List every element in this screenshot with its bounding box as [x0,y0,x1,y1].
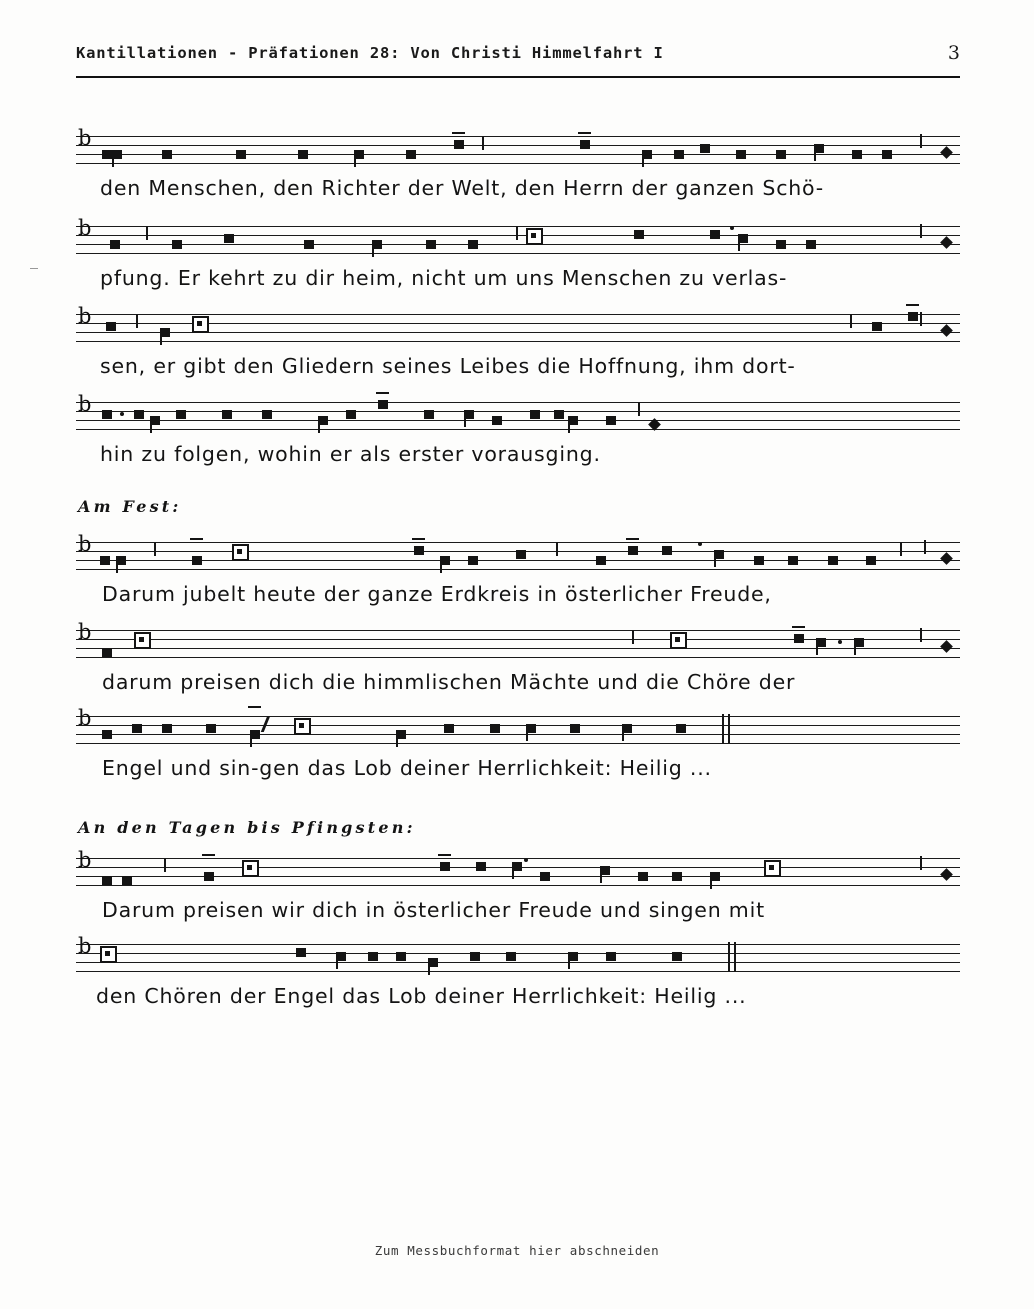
barline [632,630,634,644]
page-header [76,44,960,82]
margin-tick [30,268,38,269]
staff-4 [76,392,960,438]
barline-double [728,714,730,744]
chant-system-3 [76,304,960,378]
neume-note [714,550,724,559]
accidental-marker [100,946,117,963]
neume-note [908,312,918,321]
barline [850,314,852,328]
staff-line [76,944,960,945]
custos [940,146,953,159]
neume-note [102,150,112,159]
accidental-marker [670,632,687,649]
neume-note [116,556,126,565]
barline [164,858,166,872]
episema [202,854,215,856]
neume-note [814,144,824,153]
staff-line [76,411,960,412]
clef-flat-icon: b [78,216,92,240]
neume-note [794,634,804,643]
neume-note [132,724,142,733]
accidental-marker [192,316,209,333]
neume-note [872,322,882,331]
neume-note [424,410,434,419]
accidental-marker [526,228,543,245]
clef-flat-icon: b [78,848,92,872]
staff-line [76,542,960,543]
neume-note [806,240,816,249]
staff-line [76,743,960,744]
neume-note [172,240,182,249]
neume-note [378,400,388,409]
staff-line [76,244,960,245]
neume-note [580,140,590,149]
chant-system-2 [76,216,960,290]
neume-note [710,872,720,881]
staff-line [76,734,960,735]
staff-line [76,253,960,254]
neume-note [112,150,122,159]
barline [146,226,148,240]
neume-note [490,724,500,733]
neume-note [396,730,406,739]
staff-line [76,420,960,421]
neume-note [440,556,450,565]
neume-note [150,416,160,425]
neume-note [336,952,346,961]
lyric-line-3: sen, er gibt den Gliedern seines Leibes die Hoffnung, ihm dort- [100,354,796,378]
neume-note [710,230,720,239]
staff-line [76,648,960,649]
neume-note [568,952,578,961]
staff-line [76,341,960,342]
barline-double [734,942,736,972]
episema [190,538,203,540]
neume-note [606,416,616,425]
custos [940,868,953,881]
neume-note [738,234,748,243]
episema [906,304,919,306]
staff-1 [76,126,960,172]
clef-flat-icon: b [78,392,92,416]
staff-line [76,402,960,403]
neume-note [134,410,144,419]
neume-note [470,952,480,961]
barline [920,224,922,238]
chant-system-8 [76,848,960,922]
neume-note [554,410,564,419]
episema [248,706,261,708]
staff-line [76,885,960,886]
neume-note [672,872,682,881]
lyric-line-4: hin zu folgen, wohin er als erster vorausging. [100,442,601,466]
clef-flat-icon: b [78,532,92,556]
neume-note [854,638,864,647]
accidental-marker [134,632,151,649]
episema [412,538,425,540]
staff-5 [76,532,960,578]
punctum-dot [524,858,528,862]
neume-note [346,410,356,419]
neume-note [236,150,246,159]
neume-note [606,952,616,961]
neume-note [506,952,516,961]
neume-note [426,240,436,249]
neume-note [468,556,478,565]
staff-line [76,145,960,146]
barline [516,226,518,240]
barline [482,136,484,150]
neume-note [222,410,232,419]
barline [556,542,558,556]
barline [638,402,640,416]
lyric-line-2: pfung. Er kehrt zu dir heim, nicht um uns Menschen zu verlas- [100,266,788,290]
staff-8 [76,848,960,894]
neume-note [204,872,214,881]
staff-line [76,569,960,570]
neume-note [318,416,328,425]
neume-note [372,240,382,249]
neume-note [102,876,112,885]
chant-system-4 [76,392,960,466]
chant-system-5 [76,532,960,606]
neume-note [468,240,478,249]
neume-note [788,556,798,565]
neume-note [570,724,580,733]
clef-flat-icon: b [78,934,92,958]
neume-note [176,410,186,419]
header-divider [76,76,960,78]
neume-note [102,410,112,419]
barline [920,628,922,642]
neume-note [224,234,234,243]
episema [578,132,591,134]
neume-note [700,144,710,153]
chant-system-6 [76,620,960,694]
neume-note [160,328,170,337]
episema [376,392,389,394]
lyric-line-7: Engel und sin-gen das Lob deiner Herrlichkeit: Heilig ... [102,756,712,780]
punctum-dot [838,640,842,644]
neume-note [674,150,684,159]
neume-note [600,866,610,875]
barline [920,312,922,326]
accidental-marker [294,718,311,735]
clef-flat-icon: b [78,126,92,150]
staff-line [76,163,960,164]
neume-note [110,240,120,249]
neume-note [298,150,308,159]
staff-line [76,657,960,658]
neume-note [568,416,578,425]
accidental-marker [764,860,781,877]
barline [920,134,922,148]
staff-line [76,858,960,859]
quilisma [261,716,270,732]
neume-note [492,416,502,425]
lyric-line-5: Darum jubelt heute der ganze Erdkreis in österlicher Freude, [102,582,772,606]
episema [792,626,805,628]
neume-note [516,550,526,559]
accidental-marker [242,860,259,877]
neume-note [428,958,438,967]
neume-note [882,150,892,159]
clef-flat-icon: b [78,706,92,730]
staff-2 [76,216,960,262]
lyric-line-8: Darum preisen wir dich in österlicher Freude und singen mit [102,898,765,922]
barline [924,540,926,554]
staff-line [76,136,960,137]
punctum-dot [698,542,702,546]
neume-note [662,546,672,555]
staff-line [76,639,960,640]
neume-note [776,240,786,249]
neume-note [852,150,862,159]
neume-note [454,140,464,149]
rubric-an-den-tagen: An den Tagen bis Pfingsten: [78,818,416,837]
custos [940,324,953,337]
neume-note [464,410,474,419]
footer-note: Zum Messbuchformat hier abschneiden [374,1243,660,1258]
barline [154,542,156,556]
lyric-line-1: den Menschen, den Richter der Welt, den Herrn der ganzen Schö- [100,176,824,200]
barline-double [722,714,724,744]
staff-line [76,154,960,155]
neume-note [512,862,522,871]
staff-6 [76,620,960,666]
staff-3 [76,304,960,350]
neume-note [440,862,450,871]
staff-9 [76,934,960,980]
chant-system-7 [76,706,960,780]
clef-flat-icon: b [78,620,92,644]
lyric-line-9: den Chören der Engel das Lob deiner Herrlichkeit: Heilig ... [96,984,747,1008]
staff-line [76,971,960,972]
barline [900,542,902,556]
punctum-dot [120,412,124,416]
barline [136,314,138,328]
barline [920,856,922,870]
neume-note [406,150,416,159]
barline-double [728,942,730,972]
neume-note [672,952,682,961]
episema [452,132,465,134]
page-number: 3 [947,42,960,64]
neume-note [676,724,686,733]
neume-note [206,724,216,733]
neume-note [162,150,172,159]
staff-line [76,226,960,227]
staff-line [76,235,960,236]
neume-note [754,556,764,565]
neume-note [736,150,746,159]
chant-system-1 [76,126,960,200]
neume-note [622,724,632,733]
neume-note [250,730,260,739]
rubric-am-fest: Am Fest: [78,497,182,516]
neume-note [122,876,132,885]
neume-note [638,872,648,881]
chant-system-9 [76,934,960,1008]
neume-note [354,150,364,159]
neume-note [634,230,644,239]
neume-note [262,410,272,419]
neume-note [776,150,786,159]
staff-line [76,429,960,430]
custos [940,552,953,565]
neume-note [414,546,424,555]
neume-note [866,556,876,565]
episema [626,538,639,540]
neume-note [628,546,638,555]
neume-note [102,648,112,657]
neume-note [296,948,306,957]
neume-note [540,872,550,881]
neume-note [396,952,406,961]
neume-note [100,556,110,565]
staff-line [76,630,960,631]
neume-note [526,724,536,733]
episema [438,854,451,856]
neume-note [444,724,454,733]
lyric-line-6: darum preisen dich die himmlischen Mächte und die Chöre der [102,670,796,694]
neume-note [596,556,606,565]
staff-line [76,953,960,954]
neume-note [530,410,540,419]
accidental-marker [232,544,249,561]
custos [940,640,953,653]
punctum-dot [730,226,734,230]
staff-line [76,314,960,315]
neume-note [642,150,652,159]
staff-line [76,962,960,963]
neume-note [102,730,112,739]
staff-7 [76,706,960,752]
header-title: Kantillationen - Präfationen 28: Von Christi Himmelfahrt I [76,44,664,62]
clef-flat-icon: b [78,304,92,328]
neume-note [192,556,202,565]
staff-line [76,716,960,717]
neume-note [106,322,116,331]
neume-note [368,952,378,961]
custos [940,236,953,249]
neume-note [476,862,486,871]
neume-note [816,638,826,647]
neume-note [304,240,314,249]
neume-note [828,556,838,565]
neume-note [162,724,172,733]
